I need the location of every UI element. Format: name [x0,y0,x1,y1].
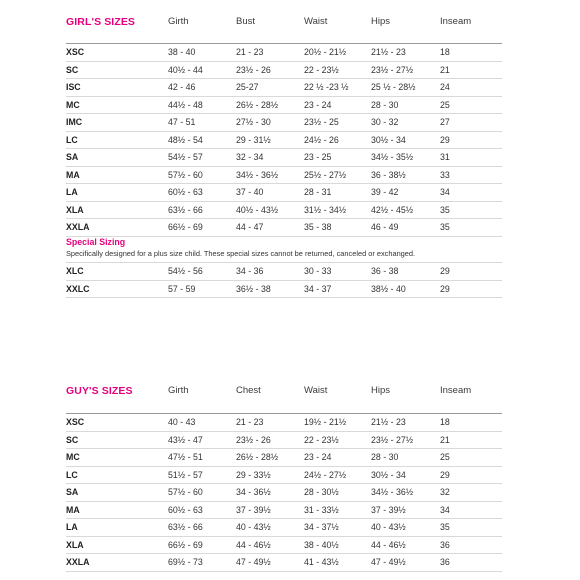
waist-cell: 22 - 23½ [304,64,339,75]
special-sizing-note: Specifically designed for a plus size child. These special sizes cannot be returned, canceled or exchanged. [66,249,416,258]
size-cell: XSC [66,417,85,427]
girth-cell: 54½ - 56 [168,266,203,276]
hips-cell: 30½ - 34 [371,469,406,480]
girth-cell: 60½ - 63 [168,187,203,197]
girth-cell: 57½ - 60 [168,487,203,497]
size-cell: MC [66,99,80,110]
table-row [66,183,502,201]
guys-size-table [66,385,502,572]
hips-cell: 30 - 32 [371,117,399,127]
size-cell: IMC [66,117,83,127]
girth-cell: 54½ - 57 [168,152,203,162]
inseam-cell: 29 [440,266,450,276]
table-row [66,431,502,449]
waist-cell: 35 - 38 [304,222,332,232]
size-cell: LA [66,522,78,532]
guys-sizes-title: GUY'S SIZES [66,385,133,397]
waist-cell: 28 - 31 [304,187,332,197]
girth-cell: 69½ - 73 [168,557,203,567]
table-row [66,413,502,431]
guys-table-header [66,385,502,407]
hips-cell: 40 - 43½ [371,522,406,532]
waist-cell: 23½ - 25 [304,117,339,127]
hips-cell: 34½ - 35½ [371,152,414,162]
table-row [66,218,502,237]
inseam-cell: 36 [440,557,450,567]
girls-table-body [66,43,502,237]
hips-cell: 34½ - 36½ [371,487,414,497]
inseam-cell: 32 [440,487,450,497]
size-cell: XXLA [66,557,90,567]
hips-cell: 36 - 38½ [371,169,406,180]
size-cell: LA [66,187,78,197]
inseam-cell: 29 [440,283,450,294]
special-table-body [66,262,502,298]
size-cell: MA [66,504,80,515]
size-cell: XLC [66,266,84,276]
waist-cell: 23 - 24 [304,99,332,110]
col2-cell: 23½ - 26 [236,64,271,75]
girth-cell: 51½ - 57 [168,469,203,480]
col2-cell: 29 - 33½ [236,469,271,480]
special-sizing-title: Special Sizing [66,237,126,247]
waist-cell: 34 - 37 [304,283,332,294]
table-row [66,166,502,184]
hips-cell: 23½ - 27½ [371,64,414,75]
inseam-cell: 29 [440,134,450,145]
waist-cell: 30 - 33 [304,266,332,276]
col2-cell: 44 - 46½ [236,539,271,550]
table-row [66,78,502,96]
col2-cell: 47 - 49½ [236,557,271,567]
hips-cell: 28 - 30 [371,452,399,462]
table-row [66,262,502,280]
girth-cell: 38 - 40 [168,47,196,57]
col2-cell: 34 - 36 [236,266,264,276]
waist-cell: 20½ - 21½ [304,47,347,57]
size-cell: XXLC [66,283,90,294]
inseam-cell: 24 [440,82,450,92]
hips-cell: 25 ½ - 28½ [371,82,416,92]
col2-cell: 34½ - 36½ [236,169,279,180]
header-hips: Hips [371,16,391,27]
col2-cell: 21 - 23 [236,417,264,427]
girth-cell: 66½ - 69 [168,222,203,232]
col2-cell: 44 - 47 [236,222,264,232]
table-row [66,148,502,166]
waist-cell: 25½ - 27½ [304,169,347,180]
waist-cell: 34 - 37½ [304,522,339,532]
size-cell: SC [66,434,79,445]
hips-cell: 28 - 30 [371,99,399,110]
size-cell: ISC [66,82,81,92]
col2-cell: 26½ - 28½ [236,99,279,110]
inseam-cell: 35 [440,222,450,232]
table-row [66,131,502,149]
table-row [66,280,502,299]
inseam-cell: 21 [440,64,450,75]
girls-sizes-title: GIRL'S SIZES [66,16,136,28]
waist-cell: 31 - 33½ [304,504,339,515]
girth-cell: 60½ - 63 [168,504,203,515]
inseam-cell: 25 [440,99,450,110]
hips-cell: 39 - 42 [371,187,399,197]
inseam-cell: 21 [440,434,450,445]
hips-cell: 38½ - 40 [371,283,406,294]
inseam-cell: 33 [440,169,450,180]
header-hips: Hips [371,385,391,396]
col2-cell: 21 - 23 [236,47,264,57]
col2-cell: 25-27 [236,82,259,92]
girth-cell: 47½ - 51 [168,452,203,462]
hips-cell: 21½ - 23 [371,47,406,57]
header-girth: Girth [168,385,189,396]
table-row [66,448,502,466]
girth-cell: 40½ - 44 [168,64,203,75]
col2-cell: 34 - 36½ [236,487,271,497]
table-row [66,536,502,554]
table-row [66,201,502,219]
girth-cell: 47 - 51 [168,117,196,127]
col2-cell: 40 - 43½ [236,522,271,532]
girls-table-header [66,16,502,38]
girth-cell: 48½ - 54 [168,134,203,145]
size-cell: XLA [66,204,84,215]
girth-cell: 43½ - 47 [168,434,203,445]
waist-cell: 24½ - 26 [304,134,339,145]
girth-cell: 40 - 43 [168,417,196,427]
table-row [66,96,502,114]
inseam-cell: 35 [440,204,450,215]
col2-cell: 40½ - 43½ [236,204,279,215]
size-cell: XLA [66,539,84,550]
table-row [66,553,502,572]
girls-size-table [66,16,502,237]
col2-cell: 26½ - 28½ [236,452,279,462]
inseam-cell: 36 [440,539,450,550]
table-row [66,43,502,61]
inseam-cell: 34 [440,504,450,515]
table-row [66,61,502,79]
inseam-cell: 18 [440,417,450,427]
inseam-cell: 25 [440,452,450,462]
table-row [66,466,502,484]
header-waist: Waist [304,385,328,396]
header-inseam: Inseam [440,16,472,27]
waist-cell: 41 - 43½ [304,557,339,567]
header-bust: Bust [236,16,256,27]
girth-cell: 66½ - 69 [168,539,203,550]
waist-cell: 22 - 23½ [304,434,339,445]
table-row [66,483,502,501]
inseam-cell: 31 [440,152,450,162]
hips-cell: 46 - 49 [371,222,399,232]
waist-cell: 19½ - 21½ [304,417,347,427]
header-girth: Girth [168,16,189,27]
header-waist: Waist [304,16,328,27]
col2-cell: 27½ - 30 [236,117,271,127]
hips-cell: 23½ - 27½ [371,434,414,445]
col2-cell: 29 - 31½ [236,134,271,145]
waist-cell: 22 ½ -23 ½ [304,82,349,92]
waist-cell: 31½ - 34½ [304,204,347,215]
size-cell: MA [66,169,80,180]
special-size-table [66,262,502,298]
table-row [66,113,502,131]
col2-cell: 32 - 34 [236,152,264,162]
hips-cell: 42½ - 45½ [371,204,414,215]
size-cell: XSC [66,47,85,57]
girth-cell: 63½ - 66 [168,522,203,532]
header-chest: Chest [236,385,261,396]
col2-cell: 36½ - 38 [236,283,271,294]
table-row [66,518,502,536]
hips-cell: 21½ - 23 [371,417,406,427]
col2-cell: 37 - 40 [236,187,264,197]
size-cell: LC [66,134,78,145]
col2-cell: 37 - 39½ [236,504,271,515]
size-cell: LC [66,469,78,480]
hips-cell: 37 - 39½ [371,504,406,515]
col2-cell: 23½ - 26 [236,434,271,445]
waist-cell: 38 - 40½ [304,539,339,550]
guys-table-body [66,413,502,572]
inseam-cell: 27 [440,117,450,127]
size-cell: SC [66,64,79,75]
waist-cell: 23 - 25 [304,152,332,162]
girth-cell: 42 - 46 [168,82,196,92]
size-cell: SA [66,152,79,162]
waist-cell: 24½ - 27½ [304,469,347,480]
size-cell: MC [66,452,80,462]
waist-cell: 23 - 24 [304,452,332,462]
hips-cell: 36 - 38 [371,266,399,276]
hips-cell: 30½ - 34 [371,134,406,145]
girth-cell: 57½ - 60 [168,169,203,180]
inseam-cell: 34 [440,187,450,197]
table-row [66,501,502,519]
waist-cell: 28 - 30½ [304,487,339,497]
girth-cell: 44½ - 48 [168,99,203,110]
girth-cell: 63½ - 66 [168,204,203,215]
inseam-cell: 35 [440,522,450,532]
size-cell: SA [66,487,79,497]
inseam-cell: 18 [440,47,450,57]
inseam-cell: 29 [440,469,450,480]
hips-cell: 47 - 49½ [371,557,406,567]
size-cell: XXLA [66,222,90,232]
header-inseam: Inseam [440,385,472,396]
hips-cell: 44 - 46½ [371,539,406,550]
girth-cell: 57 - 59 [168,283,196,294]
